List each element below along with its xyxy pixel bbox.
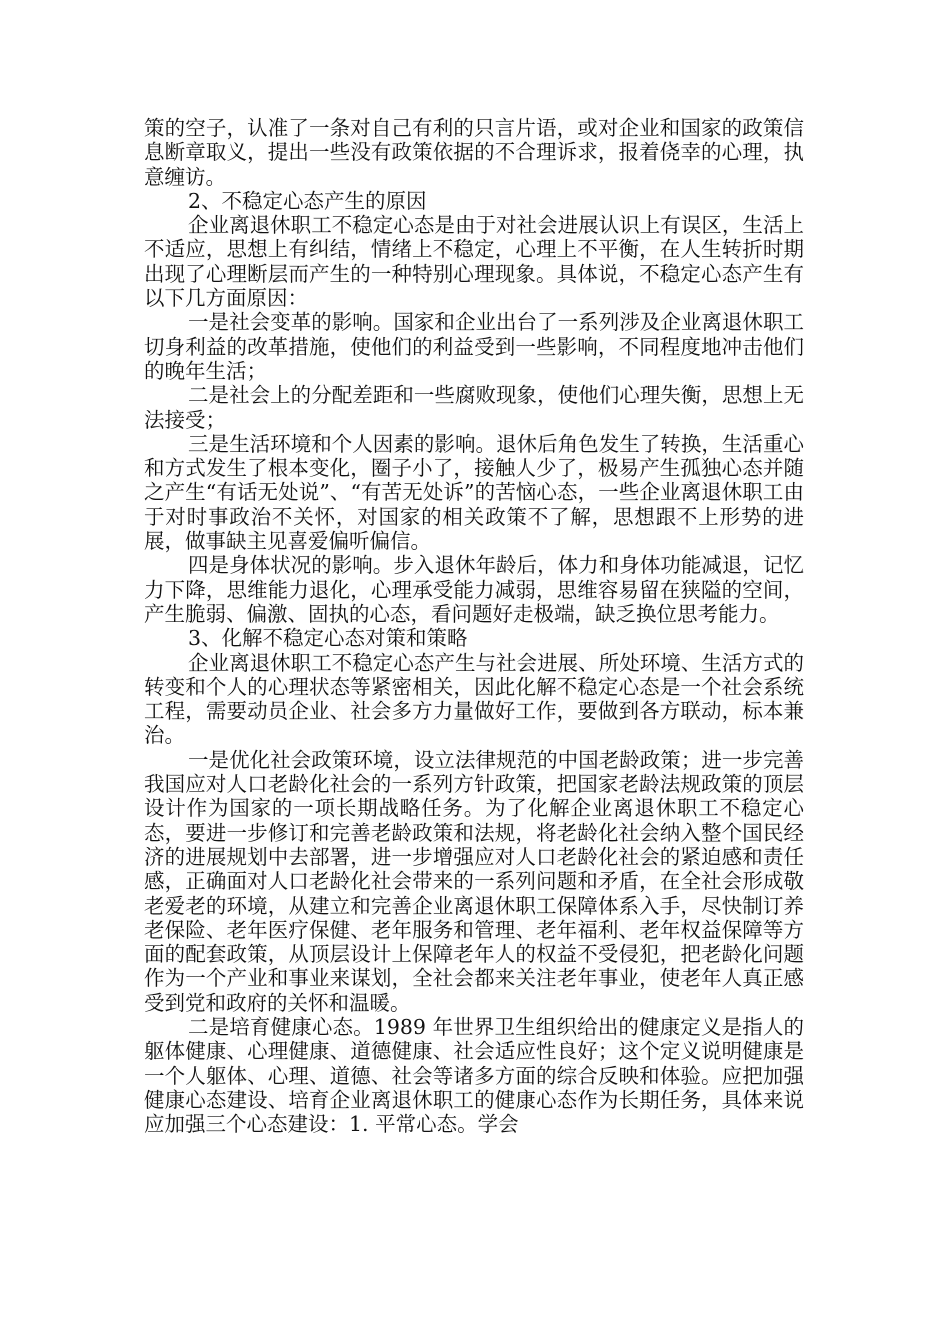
document-page bbox=[144, 116, 804, 1136]
paragraph-cause-1: 一是社会变革的影响。国家和企业出台了一系列涉及企业离退休职工切身利益的改革措施，使他们的利益受到一些影响，不同程度地冲击他们的晚年生活； bbox=[144, 310, 804, 383]
paragraph-causes-intro: 企业离退休职工不稳定心态是由于对社会进展认识上有误区，生活上不适应，思想上有纠结，情绪上不稳定，心理上不平衡，在人生转折时期出现了心理断层而产生的一种特别心理现象。具体说，不稳定心态产生有以下几方面原因： bbox=[144, 213, 804, 311]
section-heading-strategies: 3、化解不稳定心态对策和策略 bbox=[188, 626, 468, 651]
paragraph-cause-3: 三是生活环境和个人因素的影响。退休后角色发生了转换，生活重心和方式发生了根本变化，圈子小了，接触人少了，极易产生孤独心态并随之产生“有话无处说”、“有苦无处诉”的苦恼心态，一些企业离退休职工由于对时事政治不关怀，对国家的相关政策不了解，思想跟不上形势的进展，做事缺主见喜爱偏听偏信。 bbox=[144, 431, 804, 554]
paragraph-cause-4: 四是身体状况的影响。步入退休年龄后，体力和身体功能减退，记忆力下降，思维能力退化，心理承受能力减弱，思维容易留在狭隘的空间，产生脆弱、偏激、固执的心态，看问题好走极端，缺乏换位思考能力。 bbox=[144, 553, 804, 626]
paragraph-strategy-2: 二是培育健康心态。1989 年世界卫生组织给出的健康定义是指人的躯体健康、心理健康、道德健康、社会适应性良好；这个定义说明健康是一个人躯体、心理、道德、社会等诸多方面的综合反映和体验。应把加强健康心态建设、培育企业离退休职工的健康心态作为长期任务，具体来说应加强三个心态建设：1. 平常心态。学会 bbox=[144, 1014, 804, 1137]
paragraph-cause-2: 二是社会上的分配差距和一些腐败现象，使他们心理失衡，思想上无法接受； bbox=[144, 383, 804, 432]
section-heading-causes: 2、不稳定心态产生的原因 bbox=[188, 188, 427, 213]
paragraph-strategies-intro: 企业离退休职工不稳定心态产生与社会进展、所处环境、生活方式的转变和个人的心理状态等紧密相关，因此化解不稳定心态是一个社会系统工程，需要动员企业、社会多方力量做好工作，要做到各方联动，标本兼治。 bbox=[144, 650, 804, 748]
paragraph-continuation: 策的空子，认准了一条对自己有利的只言片语，或对企业和国家的政策信息断章取义，提出一些没有政策依据的不合理诉求，报着侥幸的心理，执意缠访。 bbox=[144, 116, 804, 189]
paragraph-strategy-1: 一是优化社会政策环境，设立法律规范的中国老龄政策；进一步完善我国应对人口老龄化社会的一系列方针政策，把国家老龄法规政策的顶层设计作为国家的一项长期战略任务。为了化解企业离退休职工不稳定心态，要进一步修订和完善老龄政策和法规，将老龄化社会纳入整个国民经济的进展规划中去部署，进一步增强应对人口老龄化社会的紧迫感和责任感，正确面对人口老龄化社会带来的一系列问题和矛盾，在全社会形成敬老爱老的环境，从建立和完善企业离退休职工保障体系入手，尽快制订养老保险、老年医疗保健、老年服务和管理、老年福利、老年权益保障等方面的配套政策，从顶层设计上保障老年人的权益不受侵犯，把老龄化问题作为一个产业和事业来谋划，全社会都来关注老年事业，使老年人真正感受到党和政府的关怀和温暖。 bbox=[144, 747, 804, 1015]
